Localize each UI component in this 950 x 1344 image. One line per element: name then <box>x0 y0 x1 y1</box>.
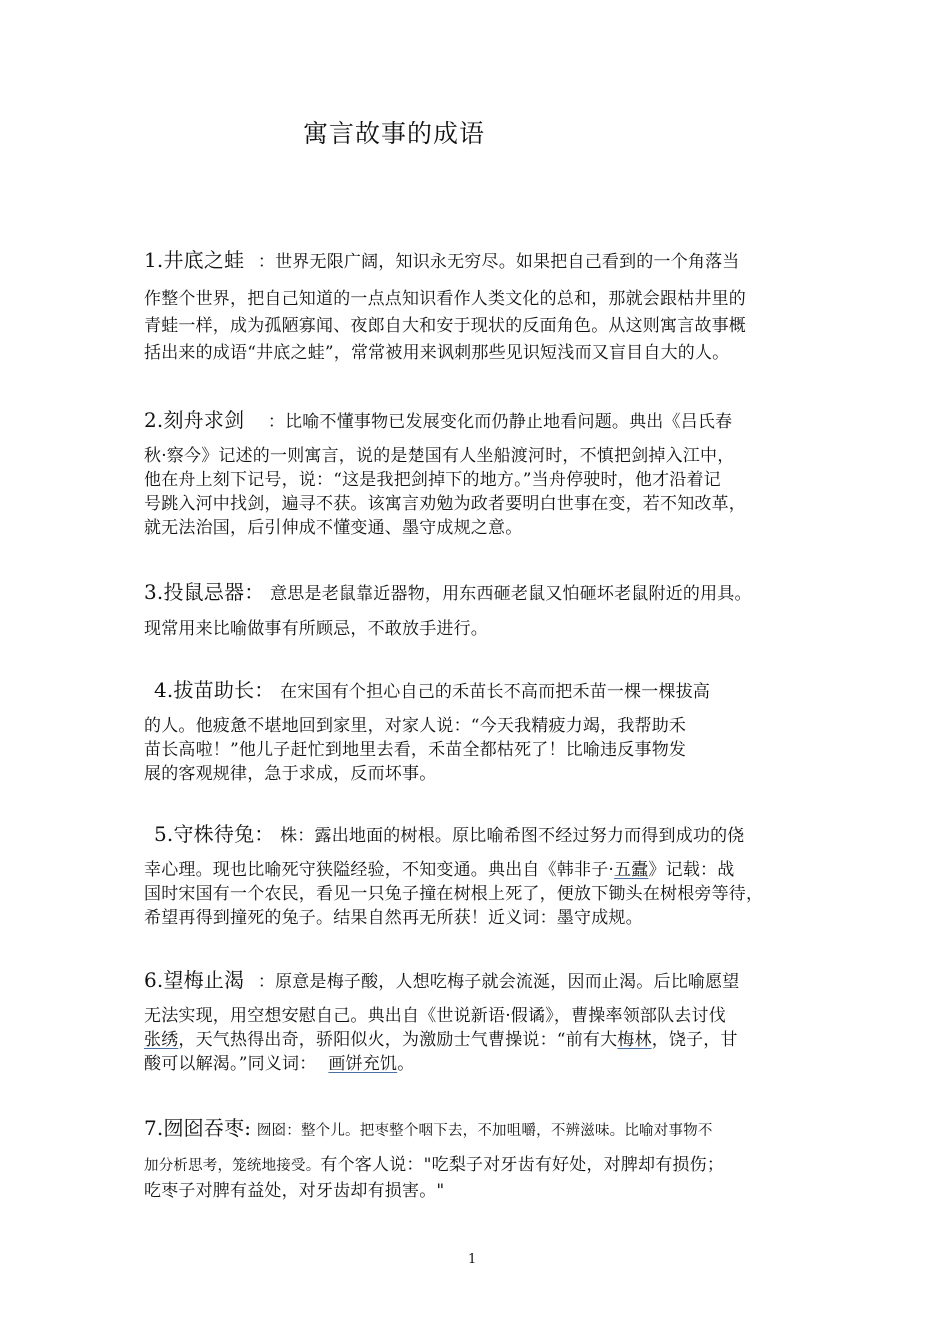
entry-text: ，天气热得出奇，骄阳似火，为激励士气曹操说：“前有大 <box>178 1030 618 1050</box>
entry-heading: 4.拔苗助长： <box>154 678 275 702</box>
entry-text: 幸心理。现也比喻死守狭隘经验，不知变通。典出自《韩非子· <box>144 860 615 880</box>
link-huabingchongji[interactable]: 画饼充饥 <box>328 1054 398 1074</box>
entry-text: ，饶子，甘 <box>651 1030 738 1050</box>
entry-6 <box>144 964 814 1076</box>
entry-text: 的人。他疲惫不堪地回到家里，对家人说：“今天我精疲力竭，我帮助禾 <box>144 716 687 736</box>
entry-text: 。 <box>397 1054 415 1074</box>
entry-3 <box>144 576 814 642</box>
entry-text: 秋·察今》记述的一则寓言，说的是楚国有人坐船渡河时，不慎把剑掉入江中， <box>144 446 735 466</box>
link-wudu[interactable]: 五蠹 <box>614 860 649 880</box>
entry-text: ：比喻不懂事物已发展变化而仍静止地看问题。典出《吕氏春 <box>267 412 733 432</box>
entry-text: 》记载：战 <box>648 860 735 880</box>
entry-text: 作整个世界，把自己知道的一点点知识看作人类文化的总和，那就会跟枯井里的 <box>144 289 746 309</box>
link-meilin[interactable]: 梅林 <box>617 1030 652 1050</box>
entry-1 <box>144 244 814 367</box>
entry-text: 有个客人说："吃梨子对牙齿有好处，对脾却有损伤； <box>320 1155 725 1175</box>
entry-text: 号跳入河中找剑，遍寻不获。该寓言劝勉为政者要明白世事在变，若不知改革， <box>144 494 746 514</box>
entry-text: 酸可以解渴。”同义词： <box>144 1054 317 1074</box>
entry-text: 无法实现，用空想安慰自己。典出自《世说新语·假谲》，曹操率领部队去讨伐 <box>144 1006 726 1026</box>
entry-2 <box>144 404 814 540</box>
entry-heading: 1.井底之蛙 <box>144 248 245 272</box>
entry-text: 就无法治国，后引伸成不懂变通、墨守成规之意。 <box>144 518 523 538</box>
entry-text: 青蛙一样，成为孤陋寡闻、夜郎自大和安于现状的反面角色。从这则寓言故事概 <box>144 316 746 336</box>
document-title: 寓言故事的成语 <box>303 119 486 148</box>
entry-heading: 5.守株待兔： <box>154 822 275 846</box>
entry-text: 现常用来比喻做事有所顾忌，不敢放手进行。 <box>144 619 488 639</box>
entry-heading: 6.望梅止渴 <box>144 968 245 992</box>
entry-7 <box>144 1112 814 1204</box>
entry-text: ：世界无限广阔，知识永无穷尽。如果把自己看到的一个角落当 <box>257 252 740 272</box>
entry-text: 希望再得到撞死的兔子。结果自然再无所获！近义词：墨守成规。 <box>144 908 643 928</box>
entry-heading: 3.投鼠忌器： <box>144 580 265 604</box>
entry-text: 展的客观规律，急于求成，反而坏事。 <box>144 764 437 784</box>
entry-text: 加分析思考，笼统地接受。 <box>144 1158 321 1174</box>
entry-text: ：原意是梅子酸，人想吃梅子就会流涎，因而止渴。后比喻愿望 <box>257 972 740 992</box>
page-number: 1 <box>468 1252 477 1267</box>
entry-text: 株：露出地面的树根。原比喻希图不经过努力而得到成功的侥 <box>280 826 745 846</box>
entry-text: 吃枣子对脾有益处，对牙齿却有损害。" <box>144 1181 445 1201</box>
entry-text: 意思是老鼠靠近器物，用东西砸老鼠又怕砸坏老鼠附近的用具。 <box>270 584 752 604</box>
entry-text: 在宋国有个担心自己的禾苗长不高而把禾苗一棵一棵拔高 <box>280 682 711 702</box>
entry-text: 苗长高啦！”他儿子赶忙到地里去看，禾苗全都枯死了！比喻违反事物发 <box>144 740 687 760</box>
entry-text: 括出来的成语“井底之蛙”，常常被用来讽刺那些见识短浅而又盲目自大的人。 <box>144 343 730 363</box>
entry-5 <box>144 818 824 930</box>
entry-4 <box>144 674 824 786</box>
entry-text: 囫囵：整个儿。把枣整个咽下去，不加咀嚼，不辨滋味。比喻对事物不 <box>256 1123 713 1139</box>
link-zhangxiu[interactable]: 张绣 <box>144 1030 179 1050</box>
entry-text: 国时宋国有一个农民，看见一只兔子撞在树根上死了，便放下锄头在树根旁等待， <box>144 884 764 904</box>
entry-text: 他在舟上刻下记号，说：“这是我把剑掉下的地方。”当舟停驶时，他才沿着记 <box>144 470 721 490</box>
entry-heading: 2.刻舟求剑 <box>144 408 245 432</box>
entry-heading: 7.囫囵吞枣: <box>144 1116 252 1140</box>
